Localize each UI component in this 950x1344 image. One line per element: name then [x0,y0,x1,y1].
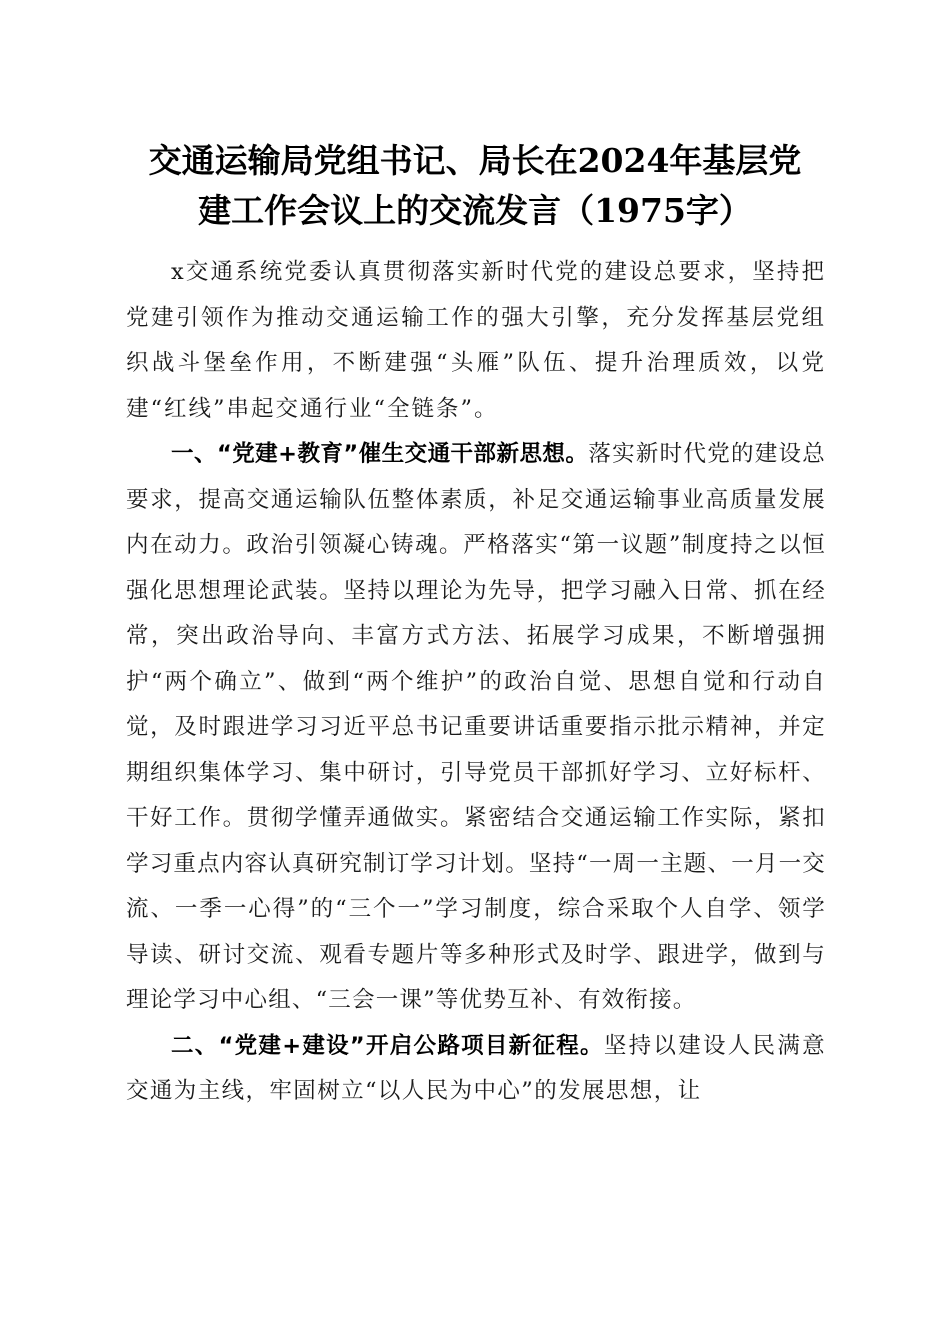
paragraph-section-2 [126,1024,826,1115]
paragraph-intro-text: x交通系统党委认真贯彻落实新时代党的建设总要求，坚持把党建引领作为推动交通运输工作的强大引擎，充分发挥基层党组织战斗堡垒作用，不断建强“头雁”队伍、提升治理质效，以党建“红线”串起交通行业“全链条”。 [126,259,826,422]
document-body [126,250,826,1115]
title-line-1: 交通运输局党组书记、局长在2024年基层党 [148,141,802,180]
paragraph-intro [126,250,826,432]
section-2-heading: 二、“党建+建设”开启公路项目新征程。 [171,1032,604,1059]
section-2-text: 坚持以建设人民满意交通为主线，牢固树立“以人民为中心”的发展思想，让 [126,1032,826,1104]
document-title [110,136,840,236]
title-line-2: 建工作会议上的交流发言（1975字） [198,191,752,230]
section-1-heading: 一、“党建+教育”催生交通干部新思想。 [171,441,589,467]
paragraph-section-1 [126,432,826,1024]
section-1-text: 落实新时代党的建设总要求，提高交通运输队伍整体素质，补足交通运输事业高质量发展内在动力。政治引领凝心铸魂。严格落实“第一议题”制度持之以恒强化思想理论武装。坚持以理论为先导，把学习融入日常、抓在经常，突出政治导向、丰富方式方法、拓展学习成果，不断增强拥护“两个确立”、做到“两个维护”的政治自觉、思想自觉和行动自觉，及时跟进学习习近平总书记重要讲话重要指示批示精神，并定期组织集体学习、集中研讨，引导党员干部抓好学习、立好标杆、干好工作。贯彻学懂弄通做实。紧密结合交通运输工作实际，紧扣学习重点内容认真研究制订学习计划。坚持“一周一主题、一月一交流、一季一心得”的“三个一”学习制度，综合采取个人自学、领学导读、研讨交流、观看专题片等多种形式及时学、跟进学，做到与理论学习中心组、“三会一课”等优势互补、有效衔接。 [126,441,827,1013]
